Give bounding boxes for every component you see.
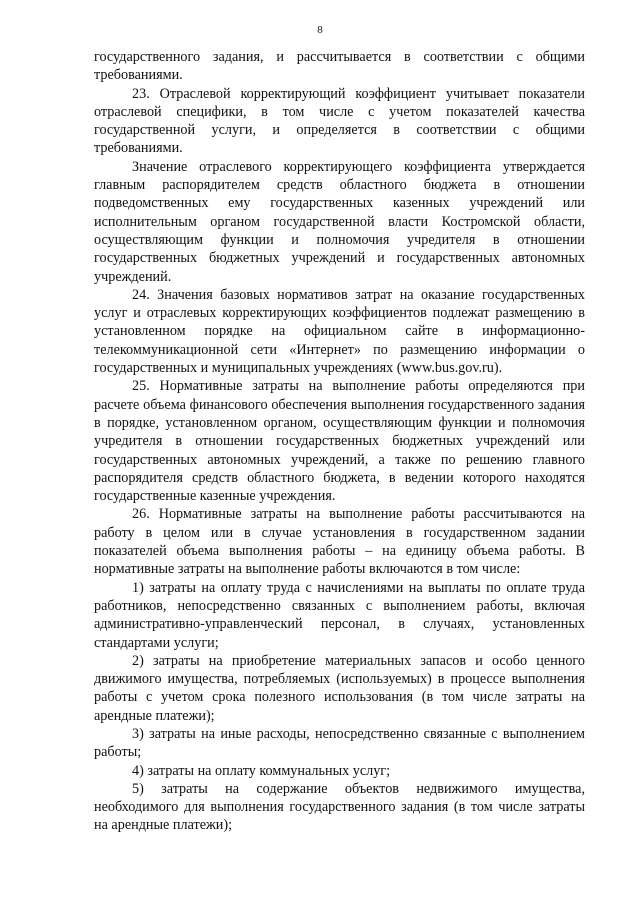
list-item-3: 3) затраты на иные расходы, непосредственно связанные с выполнением работы; — [94, 725, 585, 761]
list-item-5: 5) затраты на содержание объектов недвижимого имущества, необходимого для выполнения государственного задания (в том числе затраты на арендные платежи); — [94, 780, 585, 834]
document-body — [94, 48, 585, 835]
paragraph-coefficient-approval: Значение отраслевого корректирующего коэффициента утверждается главным распорядителем средств областного бюджета в отношении подведомственных ему государственных казенных учреждений или исполнительным органом государственной власти Костромской области, осуществляющим функции и полномочия учредителя в отношении государственных бюджетных учреждений и государственных автономных учреждений. — [94, 158, 585, 285]
page-number: 8 — [317, 24, 323, 36]
list-item-4: 4) затраты на оплату коммунальных услуг; — [132, 762, 391, 779]
paragraph-item-24: 24. Значения базовых нормативов затрат на оказание государственных услуг и отраслевых корректирующих коэффициентов подлежат размещению в установленном порядке на официальном сайте в информационно-телекоммуникационной сети «Интернет» по размещению информации о государственных и муниципальных учреждениях (www.bus.gov.ru). — [94, 286, 585, 377]
paragraph-item-26: 26. Нормативные затраты на выполнение работы рассчитываются на работу в целом или в случае установления в государственном задании показателей объема выполнения работы – на единицу объема работы. В нормативные затраты на выполнение работы включаются в том числе: — [94, 506, 585, 578]
list-item-2: 2) затраты на приобретение материальных запасов и особо ценного движимого имущества, потребляемых (используемых) в процессе выполнения работы с учетом срока полезного использования (в том числе затраты на арендные платежи); — [94, 652, 585, 724]
list-item-1: 1) затраты на оплату труда с начислениями на выплаты по оплате труда работников, непосредственно связанных с выполнением работы, включая административно-управленческий персонал, в случаях, установленных стандартами услуги; — [94, 579, 585, 651]
paragraph-item-23: 23. Отраслевой корректирующий коэффициент учитывает показатели отраслевой специфики, в том числе с учетом показателей качества государственной услуги, и определяется в соответствии с общими требованиями. — [94, 85, 585, 157]
paragraph-continuation: государственного задания, и рассчитывается в соответствии с общими требованиями. — [94, 49, 585, 84]
paragraph-item-25: 25. Нормативные затраты на выполнение работы определяются при расчете объема финансового обеспечения выполнения государственного задания в порядке, установленном органом, осуществляющим функции и полномочия учредителя в отношении государственных бюджетных учреждений или государственных автономных учреждений, а также по решению главного распорядителя средств областного бюджета, в ведении которого находятся государственные казенные учреждения. — [94, 378, 585, 505]
